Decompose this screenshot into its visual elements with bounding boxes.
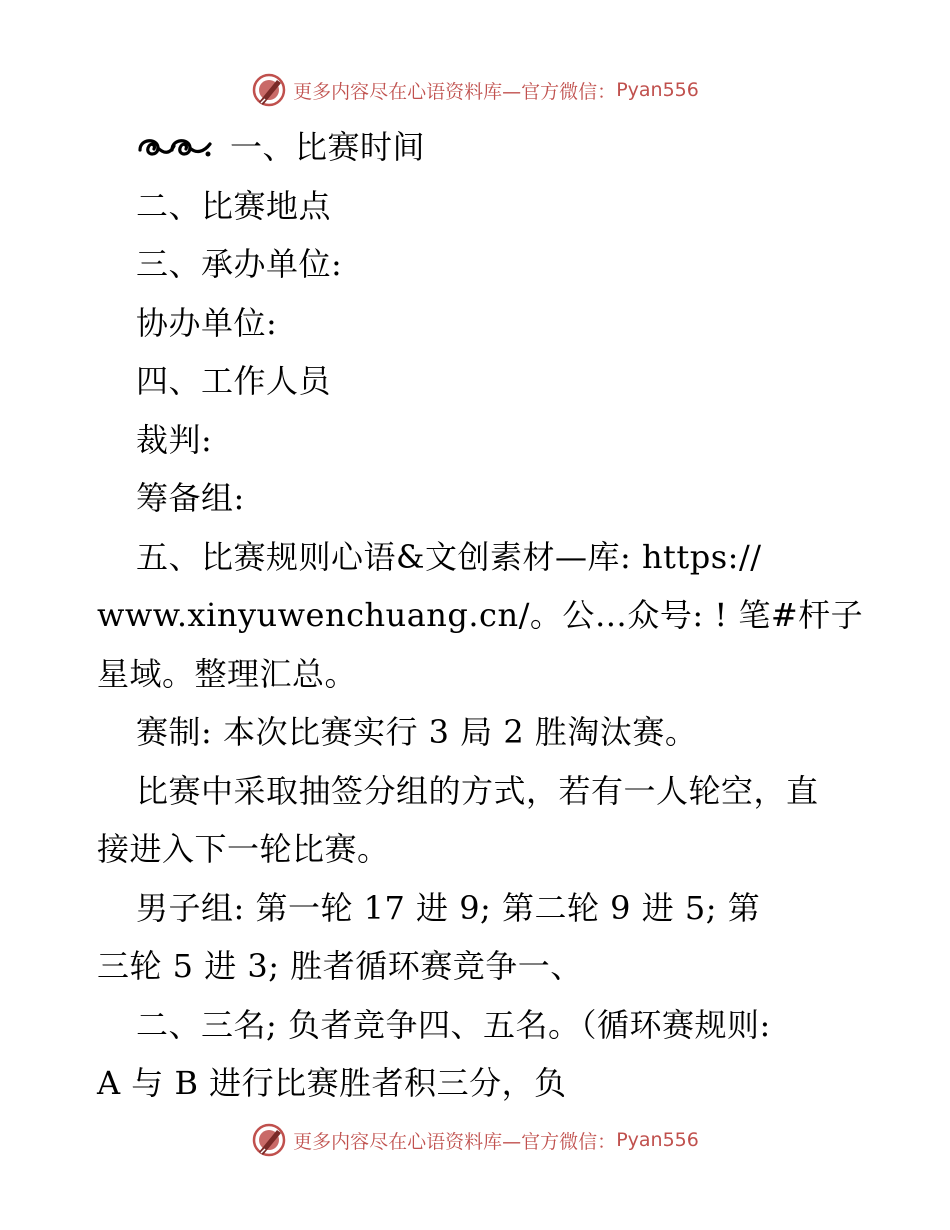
banner-wechat-id: Pyan556 <box>616 79 699 101</box>
pen-seal-logo-icon <box>251 72 287 108</box>
referee-line: 裁判: <box>136 420 213 459</box>
section-heading-organizer: 三、承办单位: <box>136 245 343 283</box>
banner-wechat-text: —官方微信： <box>502 1130 617 1153</box>
pen-seal-logo-icon <box>251 1122 287 1158</box>
mens-group-continuation: 三轮 5 进 3; 胜者循环赛竞争一、 <box>97 947 583 985</box>
section-heading-time <box>97 118 857 177</box>
draw-method-continuation: 接进入下一轮比赛。 <box>97 830 390 868</box>
rules-continuation-line: 星域。整理汇总。 <box>97 654 358 693</box>
draw-method-line: 比赛中采取抽签分组的方式，若有一人轮空，直 <box>136 771 819 810</box>
co-organizer-line: 协办单位: <box>136 303 278 342</box>
mens-group-line: 男子组: 第一轮 17 进 9; 第二轮 9 进 5; 第 <box>136 888 761 927</box>
header-banner <box>0 70 950 110</box>
preparation-group-line: 筹备组: <box>136 479 245 517</box>
line-text: 一、比赛时间 <box>230 128 426 166</box>
decorative-swirl-icon <box>136 132 214 162</box>
document-body <box>97 118 864 1113</box>
ranking-line: 二、三名; 负者竞争四、五名。（循环赛规则: <box>136 1005 771 1044</box>
round-robin-rule-line: A 与 B 进行比赛胜者积三分，负 <box>97 1064 567 1102</box>
banner-wechat-text: —官方微信： <box>502 80 617 103</box>
section-heading-rules: 五、比赛规则心语&文创素材—库: https:// <box>136 537 762 576</box>
section-heading-staff: 四、工作人员 <box>136 362 332 400</box>
banner-main-text: 更多内容尽在心语资料库 <box>293 80 503 103</box>
banner-main-text: 更多内容尽在心语资料库 <box>293 1130 503 1153</box>
rules-url-line: www.xinyuwenchuang.cn/。公…众号: ! 笔#杆子 <box>97 596 864 634</box>
footer-banner <box>0 1120 950 1160</box>
format-line: 赛制: 本次比赛实行 3 局 2 胜淘汰赛。 <box>136 713 698 751</box>
section-heading-place: 二、比赛地点 <box>136 186 332 225</box>
banner-wechat-id: Pyan556 <box>616 1129 699 1151</box>
